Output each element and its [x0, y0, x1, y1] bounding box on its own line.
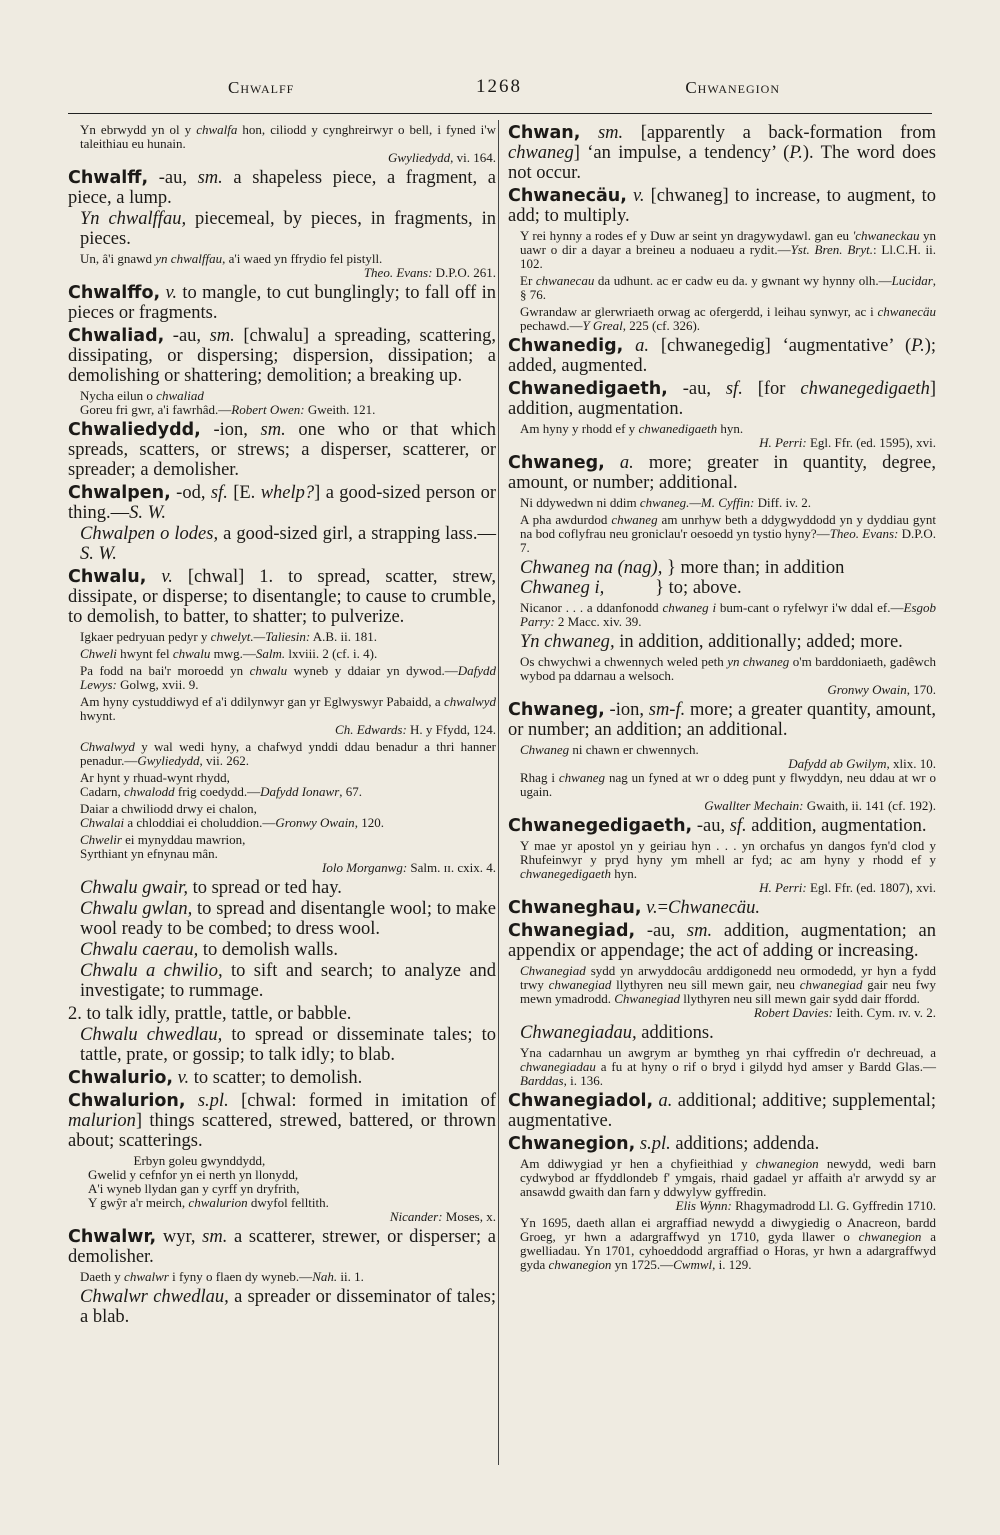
column-divider: [498, 120, 499, 1465]
quotation: Daeth y chwalwr i fyny o flaen dy wyneb.—Nah. ii. 1.: [80, 1269, 364, 1284]
dictionary-entry: Chwanedig, a. [chwanegedig] ‘augmentative’ (P.); added, augmented.: [508, 336, 937, 376]
page-header: [68, 72, 930, 108]
quotation: Nycha eilun o chwaliad Goreu fri gwr, a'i fawrhâd.—Robert Owen: Gweith. 121.: [80, 388, 376, 417]
sub-entry: Yn chwalffau, piecemeal, by pieces, in fragments, in pieces.: [80, 209, 497, 249]
quotation: Am ddiwygiad yr hen a chyfieithiad y chwanegion newydd, wedi barn cydwybod ar ffyddlondeb f' ymgais, rhaid gadael yr affaith a'r arwydd sy ar ansawdd gwaith dan farn y ddwylyw gyffredin. Elis Wynn: Rhagymadrodd Ll. G. Gyffredin 1710.: [520, 1156, 937, 1213]
sub-entry: Chwalu caerau, to demolish walls.: [80, 940, 338, 960]
header-rule: [68, 113, 932, 114]
quotation: Chwanegiad sydd yn arwyddocâu arddigonedd neu ormodedd, yr hyn a fydd trwy chwanegiad llythyren neu sill mewn gair, neu chwanegiad gair neu fwy mewn ymadrodd. Chwanegiad llythyren neu sill mewn gair sydd dair ffordd. Robert Davies: Ieith. Cym. ɪv. v. 2.: [520, 963, 936, 1020]
dictionary-entry: Chwaliad, -au, sm. [chwalu] a spreading, scattering, dissipating, or dispersing; dispersion, dissipation; a demolishing or shattering; demolition; a breaking up.: [68, 326, 497, 386]
dictionary-entry: Chwalwr, wyr, sm. a scatterer, strewer, or disperser; a demolisher.: [68, 1227, 496, 1267]
quotation: Chwaneg ni chawn er chwennych. Dafydd ab Gwilym, xlix. 10. Rhag i chwaneg nag un fyned at wr o ddeg punt y flwyddyn, neu ddau at wr o ugain. Gwallter Mechain: Gwaith, ii. 141 (cf. 192).: [520, 742, 936, 813]
running-head-left: Chwalff: [228, 78, 295, 97]
dictionary-entry: Chwaneg, -ion, sm-f. more; a greater quantity, amount, or number; an addition; an additional.: [508, 700, 936, 740]
page-number: 1268: [476, 76, 522, 97]
quotation: Gwrandaw ar glerwriaeth orwag ac ofergerdd, i leihau synwyr, ac i chwanecäu pechawd.—Y Greal, 225 (cf. 326).: [520, 304, 936, 333]
dictionary-entry: Chwanegion, s.pl. additions; addenda.: [508, 1134, 820, 1154]
left-column: [68, 120, 496, 1328]
sub-entry: Yn chwaneg, in addition, additionally; added; more.: [520, 632, 903, 652]
dictionary-entry: 2. to talk idly, prattle, tattle, or babble.: [68, 1004, 352, 1024]
sub-entry: Chwalu a chwilio, to sift and search; to analyze and investigate; to rummage.: [80, 961, 496, 1001]
sub-entry: Chwalu gwair, to spread or ted hay.: [80, 878, 342, 898]
right-column: [508, 120, 936, 1275]
sub-entry: Chwanegiadau, additions.: [520, 1023, 714, 1043]
verse-quotation: Erbyn goleu gwynddydd, Gwelid y cefnfor yn ei nerth yn llonydd, A'i wyneb llydan gan y cyrff yn dryfrith, Y gwŷr a'r meirch, chwalurion dwyfol felltith. Nicander: Moses, x.: [88, 1153, 496, 1224]
dictionary-entry: Chwaneg, a. more; greater in quantity, degree, amount, or number; additional.: [508, 453, 936, 493]
dictionary-entry: Chwaneghau, v.=Chwanecäu.: [508, 898, 761, 918]
sub-entry: Chwalwr chwedlau, a spreader or disseminator of tales; a blab.: [80, 1287, 496, 1327]
dictionary-entry: Chwanedigaeth, -au, sf. [for chwanegedigaeth] addition, augmentation.: [508, 379, 936, 419]
quotation: Daiar a chwiliodd drwy ei chalon, Chwalai a chloddiai ei choluddion.—Gronwy Owain, 120.: [80, 801, 384, 830]
dictionary-entry: Chwanecäu, v. [chwaneg] to increase, to augment, to add; to multiply.: [508, 186, 936, 226]
quotation: Ar hynt y rhuad-wynt rhydd, Cadarn, chwalodd frig coedydd.—Dafydd Ionawr, 67.: [80, 770, 363, 799]
quotation: Er chwanecau da udhunt. ac er cadw eu da. y gwnant wy hynny olh.—Lucidar, § 76.: [520, 273, 936, 302]
quotation: Yna cadarnhau un awgrym ar bymtheg yn rhai cyffredin o'r dechreuad, a chwanegiadau a fu at hyny o rif o bryd i gilydd hyd amser y Bardd Glas.—Barddas, i. 136.: [520, 1045, 936, 1088]
sub-entry: Chwalu chwedlau, to spread or disseminate tales; to tattle, prate, or gossip; to talk idly; to blab.: [80, 1025, 496, 1065]
quotation: Ni ddywedwn ni ddim chwaneg.—M. Cyffin: Diff. iv. 2.: [520, 495, 812, 510]
quotation: Am hyny cystuddiwyd ef a'i ddilynwyr gan yr Eglwyswyr Pabaidd, a chwalwyd hwynt. Ch. Edwards: H. y Ffydd, 124.: [80, 694, 496, 737]
dictionary-entry: Chwan, sm. [apparently a back-formation from chwaneg] ‘an impulse, a tendency’ (P.). The word does not occur.: [508, 123, 936, 183]
quotation: Y rei hynny a rodes ef y Duw ar seint yn dragywydawl. gan eu 'chwaneckau yn uawr o dir a dayar a breineu a noduaeu a rydit.—Yst. Bren. Bryt.: Ll.C.H. ii. 102.: [520, 228, 937, 271]
quotation: Yn ebrwydd yn ol y chwalfa hon, ciliodd y cynghreirwyr o bell, i fyned i'w taleithiau eu hunain. Gwyliedydd, vi. 164.: [80, 122, 496, 165]
quotation: Igkaer pedryuan pedyr y chwelyt.—Taliesin: A.B. ii. 181.: [80, 629, 378, 644]
dictionary-entry: Chwalffo, v. to mangle, to cut bunglingly; to fall off in pieces or fragments.: [68, 283, 497, 323]
quotation: Y mae yr apostol yn y geiriau hyn . . . yn orchafus yn dangos fyn'd clod y Rhufeinwyr y pryd hyny ym mhell ar fyd; ac am hyny y rhodd ef y chwanegedigaeth hyn. H. Perri: Egl. Ffr. (ed. 1807), xvi.: [520, 838, 936, 895]
dictionary-entry: Chwalurion, s.pl. [chwal: formed in imitation of malurion] things scattered, strewed, battered, or thrown about; scatterings.: [68, 1091, 496, 1151]
dictionary-entry: Chwanegedigaeth, -au, sf. addition, augmentation.: [508, 816, 927, 836]
sub-entry: Chwalpen o lodes, a good-sized girl, a strapping lass.—S. W.: [80, 524, 497, 564]
quotation: Nicanor . . . a ddanfonodd chwaneg i bum-cant o ryfelwyr i'w ddal ef.—Esgob Parry: 2 Macc. xiv. 39.: [520, 600, 936, 629]
quotation: Chweli hwynt fel chwalu mwg.—Salm. lxviii. 2 (cf. i. 4).: [80, 646, 378, 661]
dictionary-entry: Chwalu, v. [chwal] 1. to spread, scatter, strew, dissipate, or disperse; to disentangle; to cause to crumble, to demolish, to batter, to shatter; to pulverize.: [68, 567, 497, 627]
sub-entry: Chwaneg na (nag), } more than; in addition Chwaneg i, } to; above.: [520, 558, 845, 598]
dictionary-entry: Chwanegiad, -au, sm. addition, augmentation; an appendix or appendage; the act of adding or increasing.: [508, 921, 936, 961]
dictionary-entry: Chwalpen, -od, sf. [E. whelp?] a good-sized person or thing.—S. W.: [68, 483, 496, 523]
dictionary-entry: Chwaliedydd, -ion, sm. one who or that which spreads, scatters, or strews; a disperser, scatterer, or spreader; a demolisher.: [68, 420, 496, 480]
dictionary-entry: Chwalff, -au, sm. a shapeless piece, a fragment, a piece, a lump.: [68, 168, 497, 208]
quotation: Os chwychwi a chwennych weled peth yn chwaneg o'm barddoniaeth, gadêwch wybod pa ddarnau a welsoch. Gronwy Owain, 170.: [520, 654, 937, 697]
sub-entry: Chwalu gwlan, to spread and disentangle wool; to make wool ready to be combed; to dress wool.: [80, 899, 496, 939]
quotation: Chwalwyd y wal wedi hyny, a chafwyd ynddi ddau benadur a thri hanner penadur.—Gwyliedydd, vii. 262.: [80, 739, 496, 768]
dictionary-entry: Chwalurio, v. to scatter; to demolish.: [68, 1068, 363, 1088]
quotation: Un, â'i gnawd yn chwalffau, a'i waed yn ffrydio fel pistyll. Theo. Evans: D.P.O. 261.: [80, 251, 496, 280]
quotation: A pha awdurdod chwaneg am unrhyw beth a ddygwyddodd yn y dyddiau gynt na bod coflyfrau neu groniclau'r oesoedd yn tystio hyny?—Theo. Evans: D.P.O. 7.: [520, 512, 936, 555]
dictionary-entry: Chwanegiadol, a. additional; additive; supplemental; augmentative.: [508, 1091, 937, 1131]
quotation: Pa fodd na bai'r moroedd yn chwalu wyneb y ddaiar yn dywod.—Dafydd Lewys: Golwg, xvii. 9.: [80, 663, 496, 692]
quotation: Yn 1695, daeth allan ei argraffiad newydd a diwygiedig o Anacreon, bardd Groeg, yr hwn a adargraffwyd yn 1710, gyda llawer o chwanegion a gwelliadau. Yn 1701, cyhoeddodd argraffiad o Horas, yr hwn a adargraffwyd gyda chwanegion yn 1725.—Cwmwl, i. 129.: [520, 1215, 936, 1272]
running-head-right: Chwanegion: [685, 78, 780, 97]
quotation: Am hyny y rhodd ef y chwanedigaeth hyn. H. Perri: Egl. Ffr. (ed. 1595), xvi.: [520, 421, 936, 450]
quotation: Chwelir ei mynyddau mawrion, Syrthiant yn efnynau mân. Iolo Morganwg: Salm. ɪɪ. cxix. 4.: [80, 832, 496, 875]
